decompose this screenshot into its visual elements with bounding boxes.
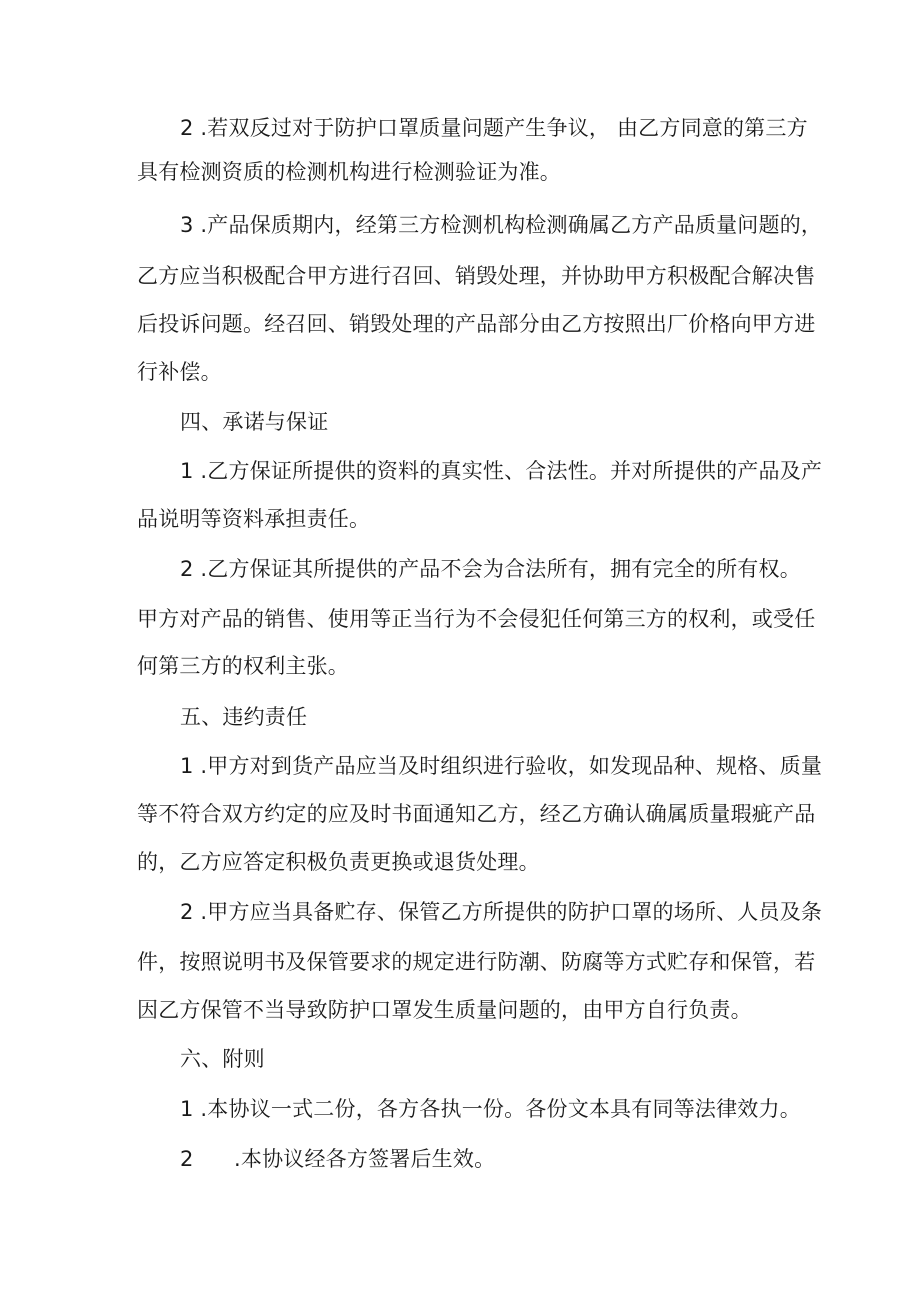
paragraph-line: 具有检测资质的检测机构进行检测验证为准。	[137, 160, 561, 184]
paragraph-line: 乙方应当积极配合甲方进行召回、销毁处理，并协助甲方积极配合解决售	[137, 264, 816, 288]
section-heading: 五、违约责任	[180, 705, 308, 729]
section-heading: 四、承诺与保证	[180, 410, 329, 434]
paragraph-line: 甲方对产品的销售、使用等正当行为不会侵犯任何第三方的权利，或受任	[137, 607, 816, 631]
paragraph-line: 1 .本协议一式二份，各方各执一份。各份文本具有同等法律效力。	[180, 1097, 801, 1121]
paragraph-line: 1 .甲方对到货产品应当及时组织进行验收，如发现品种、规格、质量	[180, 754, 823, 778]
clause-number: 2	[180, 1147, 194, 1171]
clause-text: .本协议经各方签署后生效。	[234, 1147, 496, 1171]
paragraph-line: 1 .乙方保证所提供的资料的真实性、合法性。并对所提供的产品及产	[180, 459, 823, 483]
paragraph-line: 2 .乙方保证其所提供的产品不会为合法所有，拥有完全的所有权。	[180, 557, 801, 581]
paragraph-line: 件，按照说明书及保管要求的规定进行防潮、防腐等方式贮存和保管，若	[137, 950, 816, 974]
paragraph-line: 2 .若双反过对于防护口罩质量问题产生争议， 由乙方同意的第三方	[180, 116, 808, 140]
paragraph-line: 的，乙方应答定积极负责更换或退货处理。	[137, 850, 540, 874]
paragraph-line: 后投诉问题。经召回、销毁处理的产品部分由乙方按照出厂价格向甲方进	[137, 312, 816, 336]
section-heading: 六、附则	[180, 1047, 265, 1071]
paragraph-line: 行补偿。	[137, 360, 222, 384]
paragraph-line: 因乙方保管不当导致防护口罩发生质量问题的，由甲方自行负责。	[137, 998, 752, 1022]
paragraph-line: 何第三方的权利主张。	[137, 654, 349, 678]
paragraph-line: 2 .甲方应当具备贮存、保管乙方所提供的防护口罩的场所、人员及条	[180, 900, 823, 924]
paragraph-line: 3 .产品保质期内，经第三方检测机构检测确属乙方产品质量问题的，	[180, 213, 823, 237]
paragraph-line-last	[180, 1145, 495, 1173]
paragraph-line: 品说明等资料承担责任。	[137, 507, 371, 531]
paragraph-line: 等不符合双方约定的应及时书面通知乙方，经乙方确认确属质量瑕疵产品	[137, 802, 816, 826]
